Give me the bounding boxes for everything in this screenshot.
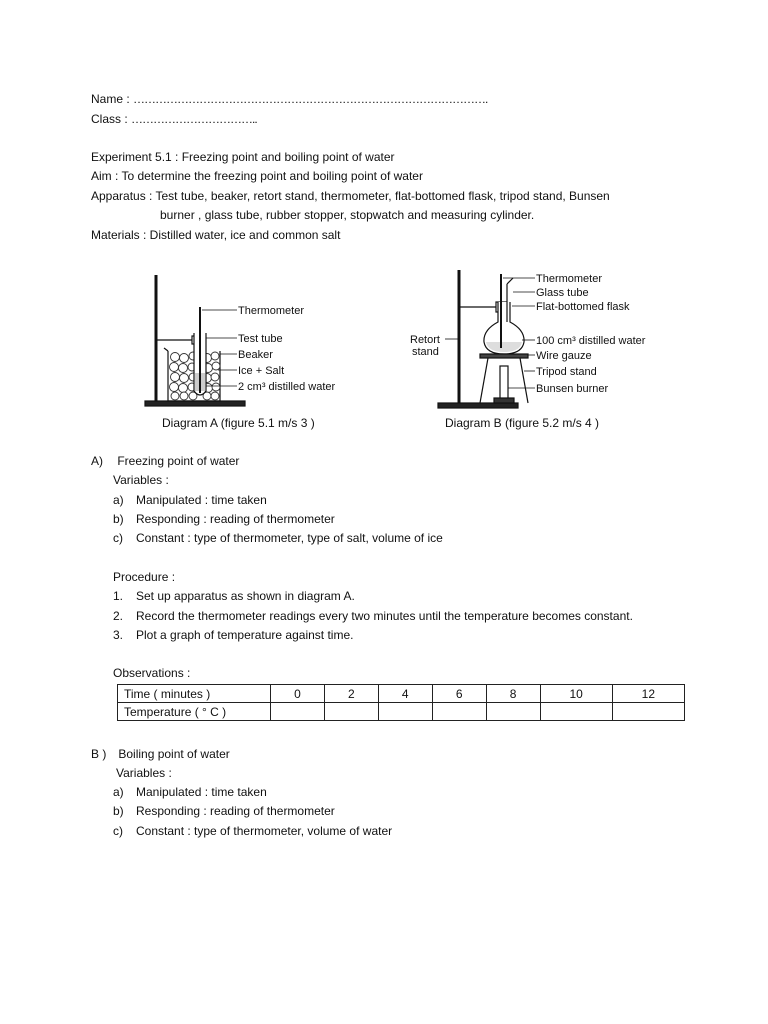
table-row	[118, 703, 685, 721]
class-line	[91, 111, 257, 127]
diagram-a-label: Test tube	[238, 333, 283, 345]
table-cell: 10	[540, 685, 612, 703]
section-b-heading	[91, 746, 230, 762]
list-text: Manipulated : time taken	[136, 493, 267, 507]
name-blank: …………………………………………………………………………………….	[133, 92, 488, 106]
diagram-b-label: Wire gauze	[536, 350, 592, 362]
list-item	[113, 530, 443, 546]
table-cell: 4	[378, 685, 432, 703]
retort-stand-base	[438, 403, 518, 408]
list-marker: a)	[113, 785, 124, 799]
diagram-b-label: Tripod stand	[536, 366, 597, 378]
experiment-materials: Materials : Distilled water, ice and common salt	[91, 228, 341, 242]
table-cell: 2	[324, 685, 378, 703]
retort-stand-base	[145, 401, 245, 406]
diagram-a-caption: Diagram A (figure 5.1 m/s 3 )	[162, 416, 315, 430]
list-text: Set up apparatus as shown in diagram A.	[136, 589, 355, 603]
list-marker: b)	[113, 804, 124, 818]
wire-gauze	[480, 354, 528, 358]
section-b-variables-label: Variables :	[116, 766, 172, 780]
diagram-b-label: Thermometer	[536, 273, 603, 285]
table-cell: 12	[612, 685, 684, 703]
experiment-apparatus-1: Apparatus : Test tube, beaker, retort stand, thermometer, flat-bottomed flask, tripod stand, Bunsen	[91, 189, 610, 203]
section-b-marker: B )	[91, 747, 107, 761]
diagram-a-label: 2 cm³ distilled water	[238, 381, 336, 393]
table-cell[interactable]	[378, 703, 432, 721]
list-marker: c)	[113, 531, 123, 545]
diagram-b-caption: Diagram B (figure 5.2 m/s 4 )	[445, 416, 600, 430]
table-cell: 0	[271, 685, 325, 703]
name-line	[91, 91, 487, 107]
procedure-label: Procedure :	[113, 570, 176, 584]
experiment-apparatus-2: burner , glass tube, rubber stopper, stopwatch and measuring cylinder.	[160, 208, 535, 222]
observations-label: Observations :	[113, 666, 191, 680]
list-item	[113, 627, 353, 643]
diagram-b-retort-label: stand	[412, 346, 439, 358]
list-text: Constant : type of thermometer, type of salt, volume of ice	[136, 531, 443, 545]
table-cell: 8	[486, 685, 540, 703]
list-marker: 1.	[113, 589, 124, 603]
list-item	[113, 492, 267, 508]
list-item	[113, 511, 335, 527]
list-marker: a)	[113, 493, 124, 507]
table-cell[interactable]	[324, 703, 378, 721]
list-marker: 3.	[113, 628, 124, 642]
table-cell[interactable]	[486, 703, 540, 721]
list-item	[113, 823, 392, 839]
list-text: Manipulated : time taken	[136, 785, 267, 799]
table-cell: 6	[432, 685, 486, 703]
table-cell[interactable]	[432, 703, 486, 721]
experiment-title: Experiment 5.1 : Freezing point and boiling point of water	[91, 150, 395, 164]
list-marker: b)	[113, 512, 124, 526]
table-header-cell: Time ( minutes )	[118, 685, 271, 703]
list-text: Responding : reading of thermometer	[136, 512, 335, 526]
table-cell[interactable]	[271, 703, 325, 721]
diagram-b-retort-label: Retort	[410, 334, 440, 346]
name-label: Name :	[91, 92, 130, 106]
diagram-a-label: Beaker	[238, 349, 273, 361]
list-marker: 2.	[113, 609, 124, 623]
list-marker: c)	[113, 824, 123, 838]
diagram-b-label: 100 cm³ distilled water	[536, 335, 646, 347]
class-label: Class :	[91, 112, 128, 126]
observations-table	[117, 684, 685, 721]
list-item	[113, 784, 267, 800]
table-row	[118, 685, 685, 703]
list-item	[113, 608, 633, 624]
diagram-b-label: Bunsen burner	[536, 383, 609, 395]
list-text: Record the thermometer readings every two minutes until the temperature becomes constant.	[136, 609, 633, 623]
table-cell[interactable]	[540, 703, 612, 721]
class-blank: ……………………………..	[131, 112, 257, 126]
diagram-a-label: Ice + Salt	[238, 365, 285, 377]
section-a-title: Freezing point of water	[117, 454, 240, 468]
section-a-heading	[91, 453, 239, 469]
diagram-b-label: Glass tube	[536, 287, 589, 299]
diagram-b	[408, 262, 653, 412]
section-b-title: Boiling point of water	[118, 747, 230, 761]
diagram-b-label: Flat-bottomed flask	[536, 301, 630, 313]
list-item	[113, 803, 335, 819]
bunsen-burner	[500, 366, 508, 400]
experiment-aim: Aim : To determine the freezing point and boiling point of water	[91, 169, 423, 183]
section-a-variables-label: Variables :	[113, 473, 169, 487]
table-cell[interactable]	[612, 703, 684, 721]
diagram-a	[140, 265, 350, 410]
table-header-cell: Temperature ( ° C )	[118, 703, 271, 721]
section-a-marker: A)	[91, 454, 103, 468]
diagram-a-label: Thermometer	[238, 305, 305, 317]
list-text: Responding : reading of thermometer	[136, 804, 335, 818]
list-text: Constant : type of thermometer, volume of water	[136, 824, 393, 838]
list-text: Plot a graph of temperature against time.	[136, 628, 354, 642]
tripod-stand	[480, 358, 488, 403]
list-item	[113, 588, 355, 604]
